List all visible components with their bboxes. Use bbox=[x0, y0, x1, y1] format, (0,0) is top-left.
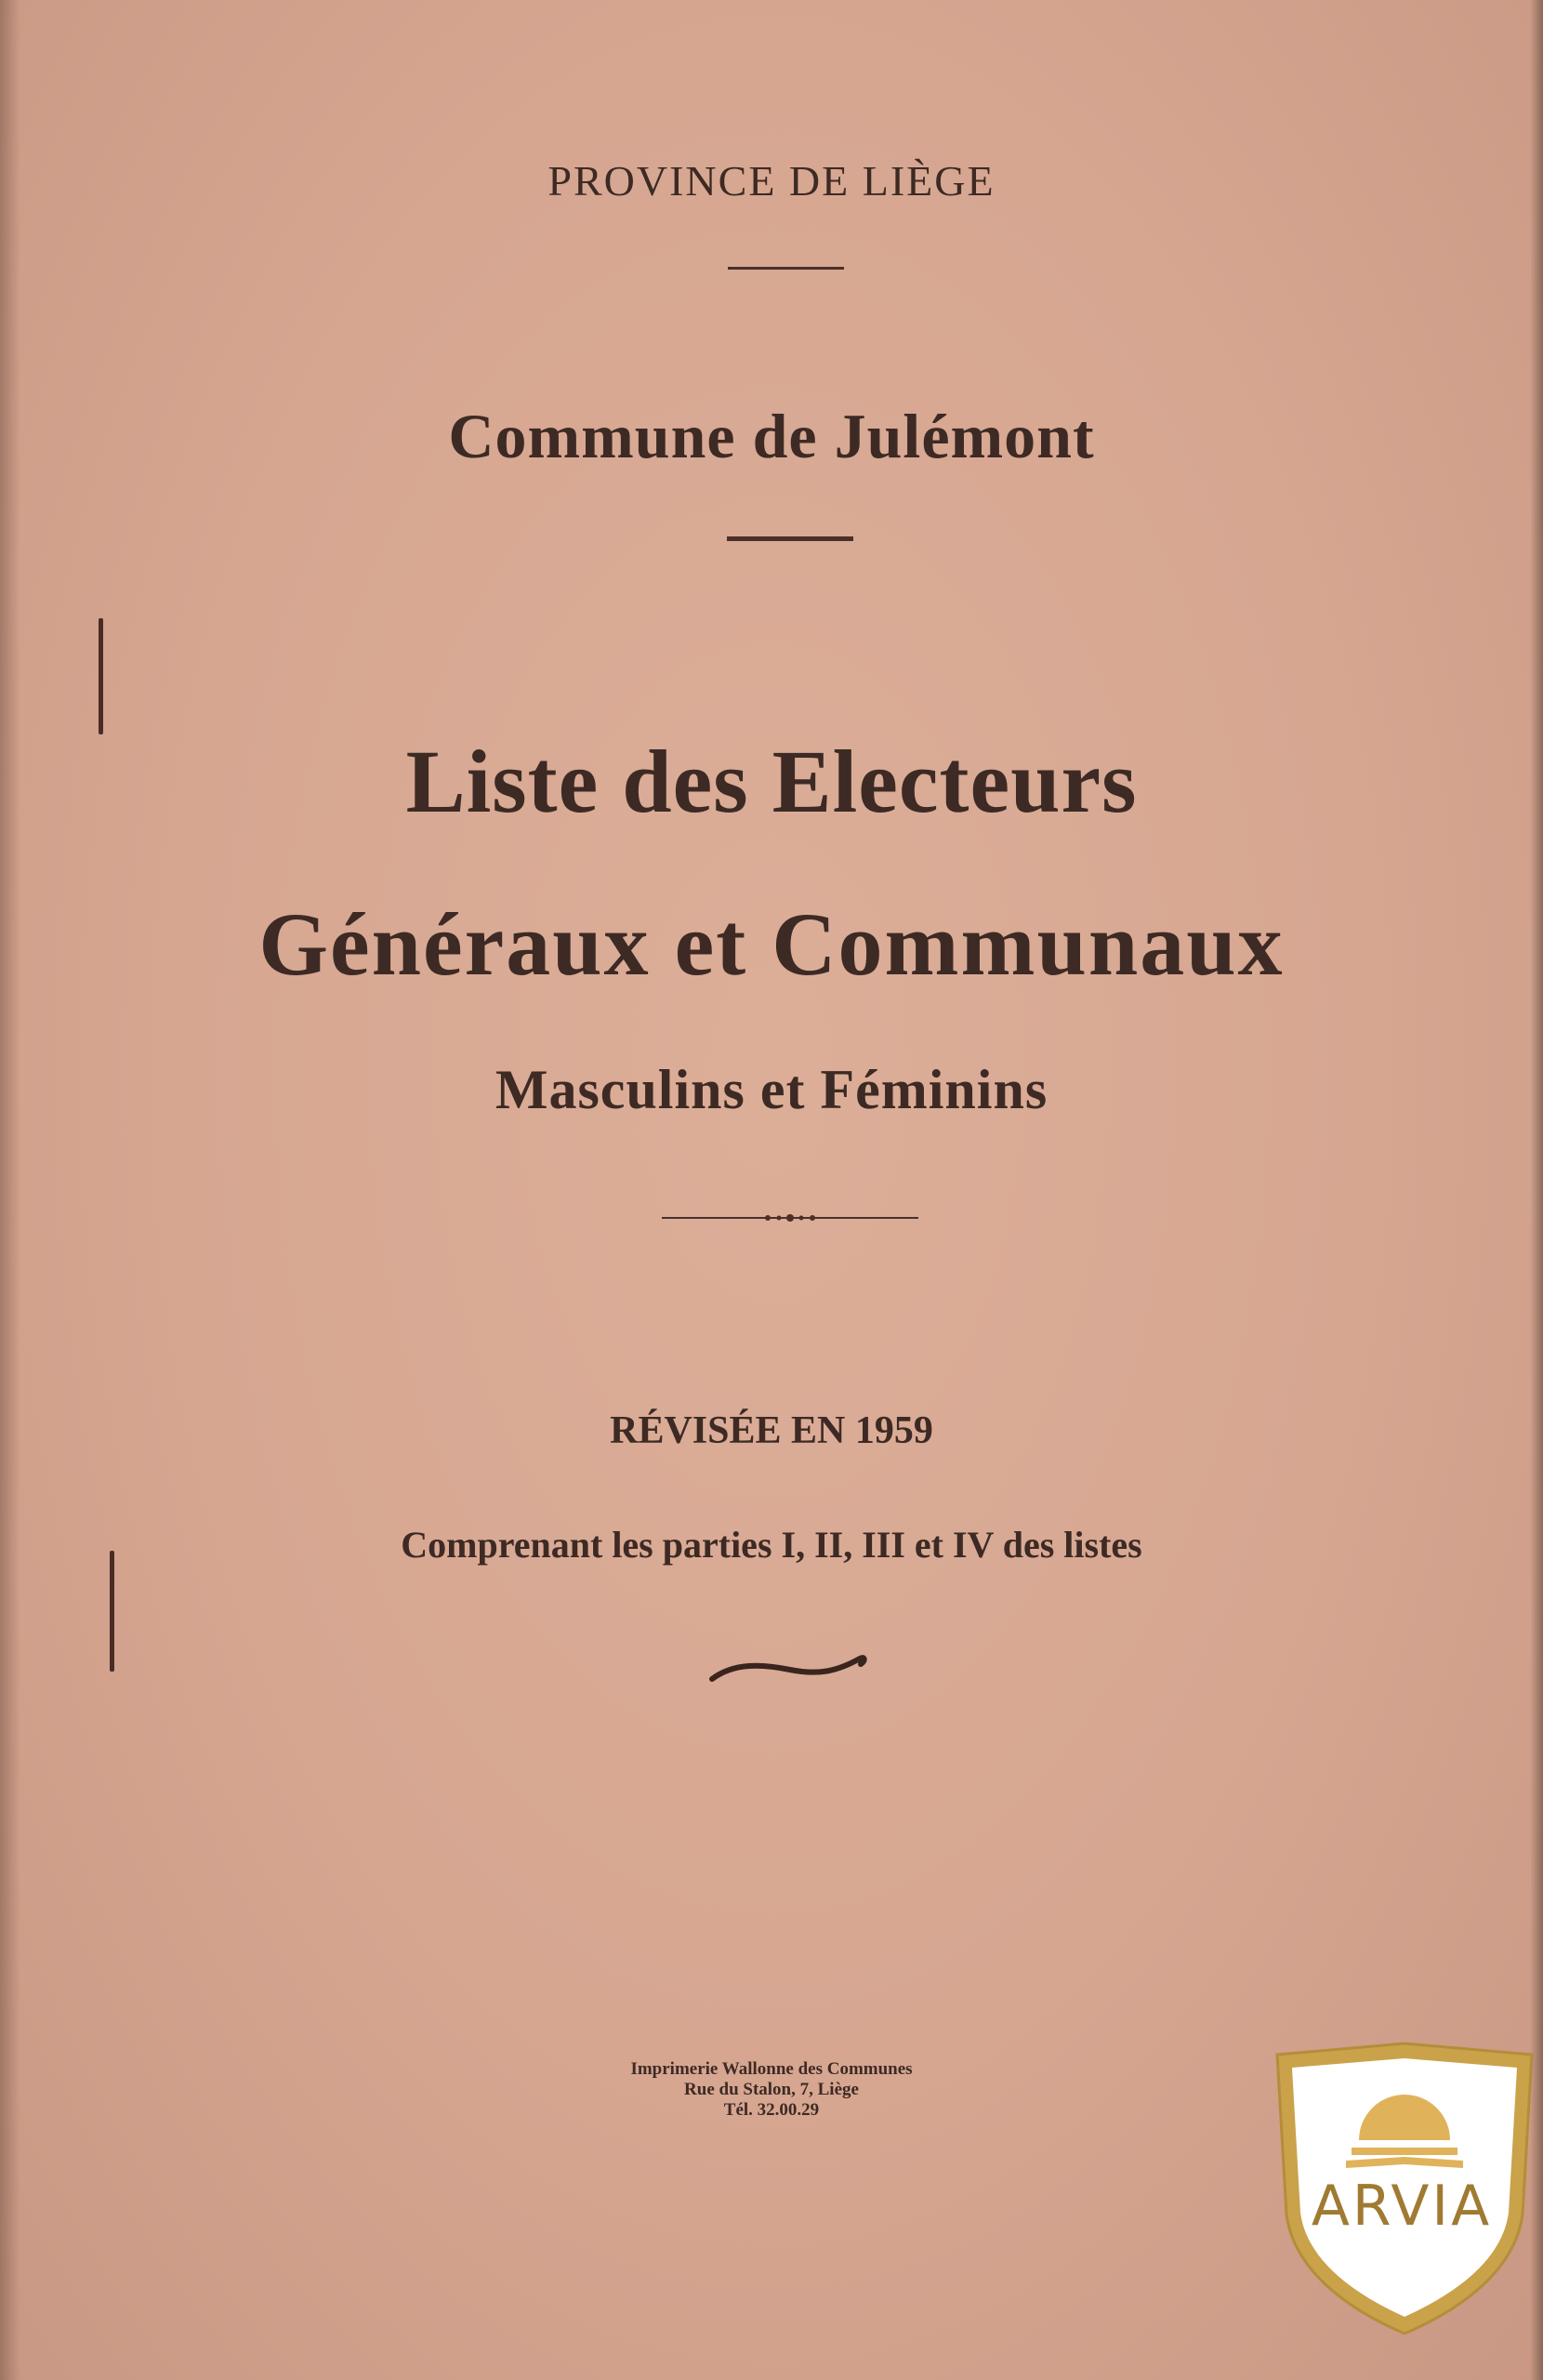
arvia-logo-text: ARVIA bbox=[1311, 2174, 1493, 2239]
printer-phone: Tél. 32.00.29 bbox=[723, 2100, 820, 2120]
revision-line: RÉVISÉE EN 1959 bbox=[610, 1409, 933, 1452]
divider-rule bbox=[728, 267, 844, 270]
province-heading: PROVINCE DE LIÈGE bbox=[547, 157, 996, 205]
left-edge-shadow bbox=[0, 0, 20, 2380]
title-line-1: Liste des Electeurs bbox=[405, 732, 1138, 831]
swash-ornament bbox=[706, 1644, 874, 1690]
staple-top bbox=[99, 618, 103, 734]
ornament-divider bbox=[662, 1209, 918, 1227]
subtitle: Masculins et Féminins bbox=[495, 1059, 1048, 1120]
parts-line: Comprenant les parties I, II, III et IV des listes bbox=[401, 1524, 1142, 1566]
divider-rule bbox=[727, 536, 853, 541]
commune-heading: Commune de Julémont bbox=[448, 401, 1095, 471]
title-line-2: Généraux et Communaux bbox=[258, 894, 1285, 994]
right-edge-shadow bbox=[1530, 0, 1543, 2380]
staple-bottom bbox=[110, 1551, 114, 1672]
printer-name: Imprimerie Wallonne des Communes bbox=[630, 2059, 913, 2079]
printer-address: Rue du Stalon, 7, Liège bbox=[684, 2080, 859, 2099]
